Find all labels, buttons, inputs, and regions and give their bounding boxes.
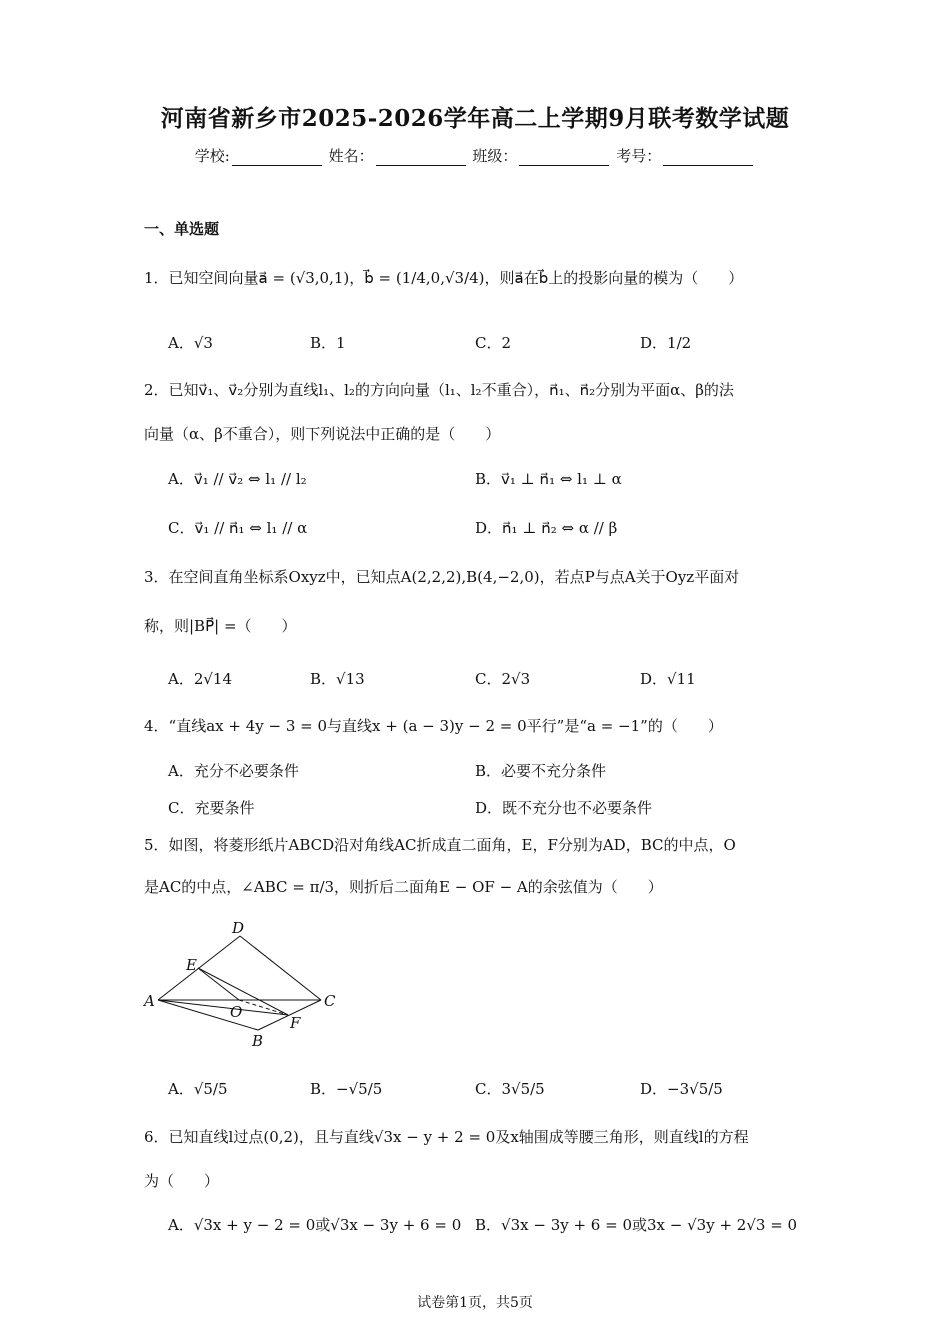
segment-eo: [198, 968, 239, 1000]
label-b: B: [252, 1032, 264, 1050]
question-2-option-c[interactable]: C．v⃗₁ // n⃗₁ ⇔ l₁ // α: [168, 519, 308, 537]
question-5-option-a[interactable]: A．√5/5: [168, 1080, 228, 1098]
question-3-option-a[interactable]: A．2√14: [168, 670, 233, 688]
question-1-stem: 1．已知空间向量a⃗ = (√3,0,1)，b⃗ = (1/4,0,√3/4)，则a⃗在b⃗上的投影向量的模为（ ）: [144, 269, 744, 287]
question-5-stem-line1: 5．如图，将菱形纸片ABCD沿对角线AC折成直二面角，E，F分别为AD，BC的中点，O: [144, 836, 736, 854]
section-heading: 一、单选题: [144, 220, 220, 238]
student-info-line: [0, 145, 950, 166]
label-c: C: [324, 992, 336, 1010]
number-label: 考号：: [616, 147, 662, 165]
question-4-option-c[interactable]: C．充要条件: [168, 799, 255, 817]
question-1-option-c[interactable]: C．2: [475, 334, 512, 352]
number-blank[interactable]: [663, 151, 753, 166]
segment-ef: [198, 968, 288, 1015]
label-d: D: [232, 919, 245, 937]
edge-ab: [158, 1000, 258, 1030]
question-1-option-a[interactable]: A．√3: [168, 334, 213, 352]
page-footer: 试卷第1页，共5页: [417, 1295, 533, 1311]
segment-af: [158, 1000, 288, 1015]
label-o: O: [230, 1003, 243, 1021]
exam-title: 河南省新乡市2025-2026学年高二上学期9月联考数学试题: [160, 105, 790, 132]
question-2-option-d[interactable]: D．n⃗₁ ⊥ n⃗₂ ⇔ α // β: [475, 519, 618, 537]
school-blank[interactable]: [232, 151, 322, 166]
question-6-stem-line2: 为（ ）: [144, 1172, 220, 1190]
rhombus-fold-figure: [140, 918, 340, 1058]
class-blank[interactable]: [519, 151, 609, 166]
label-e: E: [186, 956, 197, 974]
name-blank[interactable]: [376, 151, 466, 166]
question-3-option-c[interactable]: C．2√3: [475, 670, 531, 688]
question-5-option-b[interactable]: B．−√5/5: [310, 1080, 383, 1098]
label-a: A: [144, 992, 155, 1010]
label-f: F: [290, 1014, 301, 1032]
question-4-stem: 4．“直线ax + 4y − 3 = 0与直线x + (a − 3)y − 2 = 0平行”是“a = −1”的（ ）: [144, 717, 723, 735]
question-5-option-d[interactable]: D．−3√5/5: [640, 1080, 723, 1098]
question-2-option-b[interactable]: B．v⃗₁ ⊥ n⃗₁ ⇔ l₁ ⊥ α: [475, 470, 622, 488]
question-3-stem-line1: 3．在空间直角坐标系Oxyz中，已知点A(2,2,2),B(4,−2,0)，若点P与点A关于Oyz平面对: [144, 568, 740, 586]
question-1-option-b[interactable]: B．1: [310, 334, 346, 352]
question-2-option-a[interactable]: A．v⃗₁ // v⃗₂ ⇔ l₁ // l₂: [168, 470, 307, 488]
question-2-stem-line2: 向量（α、β不重合），则下列说法中正确的是（ ）: [144, 425, 501, 443]
question-3-option-d[interactable]: D．√11: [640, 670, 696, 688]
question-6-stem-line1: 6．已知直线l过点(0,2)，且与直线√3x − y + 2 = 0及x轴围成等腰三角形，则直线l的方程: [144, 1128, 749, 1146]
question-5-stem-line2: 是AC的中点，∠ABC = π/3，则折后二面角E − OF − A的余弦值为（ ）: [144, 878, 663, 896]
question-4-option-d[interactable]: D．既不充分也不必要条件: [475, 799, 653, 817]
edge-dc: [240, 936, 321, 1000]
question-6-option-a[interactable]: A．√3x + y − 2 = 0或√3x − 3y + 6 = 0: [168, 1216, 462, 1234]
question-4-option-a[interactable]: A．充分不必要条件: [168, 762, 299, 780]
question-4-option-b[interactable]: B．必要不充分条件: [475, 762, 607, 780]
question-3-stem-line2: 称，则|BP⃗| =（ ）: [144, 617, 297, 635]
question-6-option-b[interactable]: B．√3x − 3y + 6 = 0或3x − √3y + 2√3 = 0: [475, 1216, 798, 1234]
question-2-stem-line1: 2．已知v⃗₁、v⃗₂分别为直线l₁、l₂的方向向量（l₁、l₂不重合），n⃗₁、n⃗₂分别为平面α、β的法: [144, 381, 734, 399]
question-5-option-c[interactable]: C．3√5/5: [475, 1080, 545, 1098]
question-3-option-b[interactable]: B．√13: [310, 670, 365, 688]
school-label: 学校:: [194, 147, 230, 165]
name-label: 姓名：: [328, 147, 374, 165]
question-1-option-d[interactable]: D．1/2: [640, 334, 692, 352]
class-label: 班级：: [472, 147, 518, 165]
